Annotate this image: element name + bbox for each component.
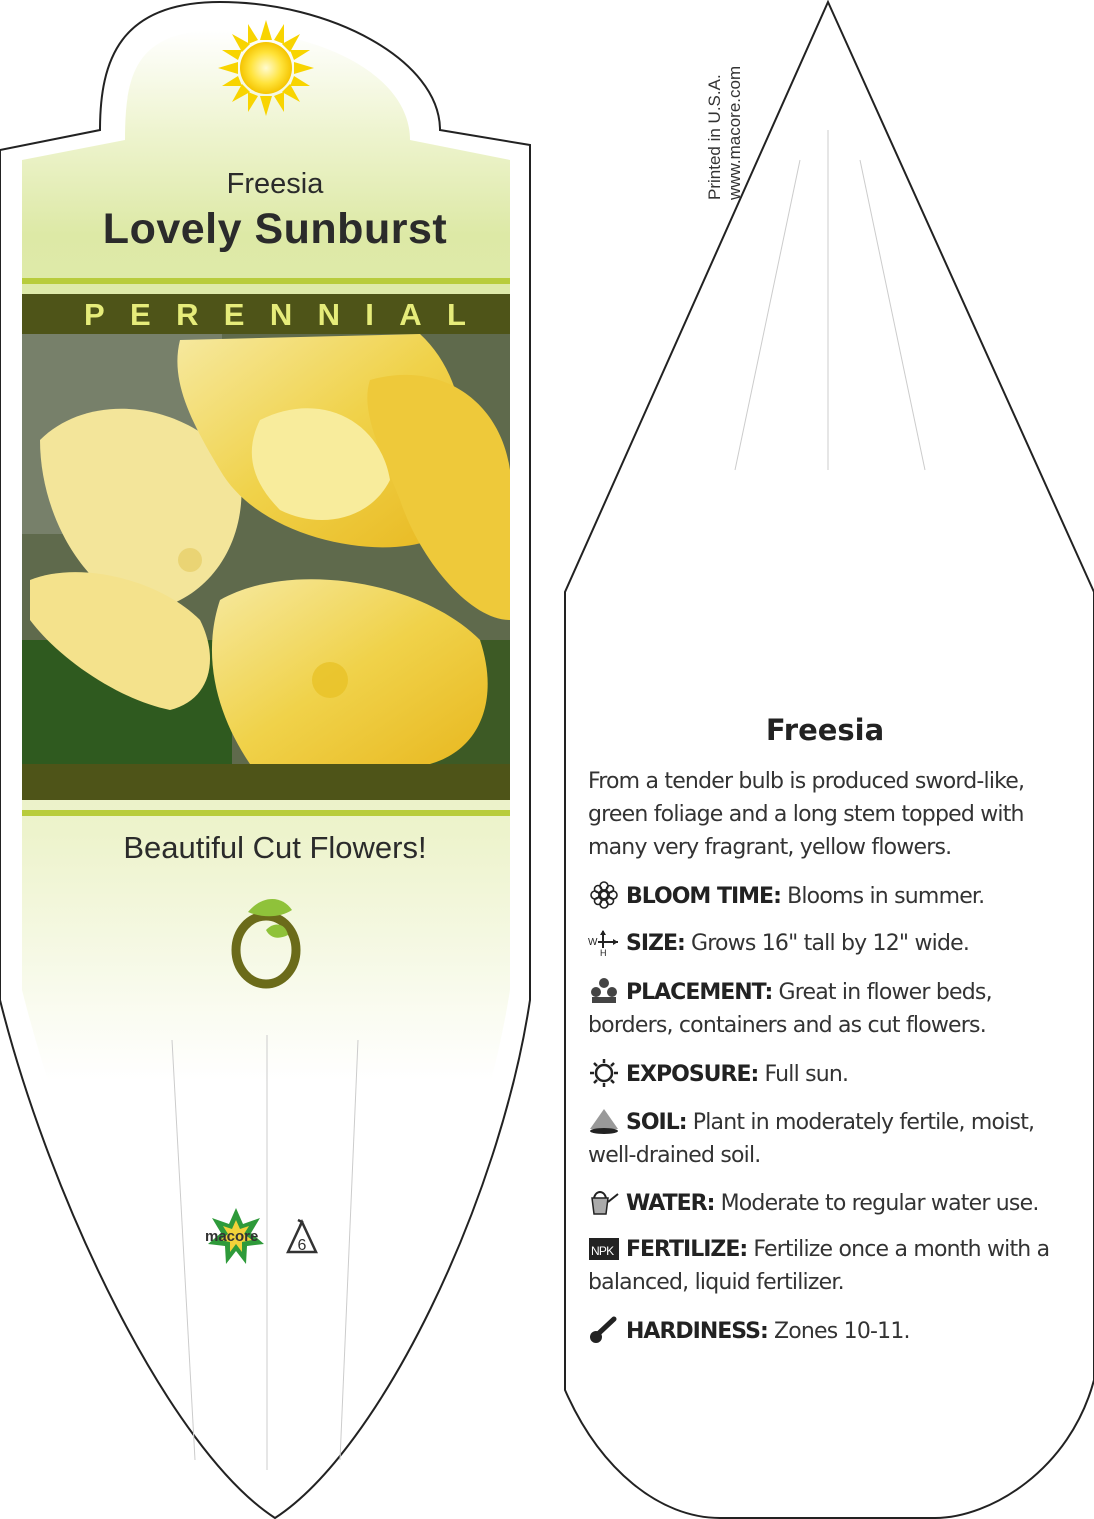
care-label: WATER: <box>626 1191 715 1216</box>
care-text: Grows 16" tall by 12" wide. <box>684 931 970 956</box>
tagline: Beautiful Cut Flowers! <box>123 830 427 865</box>
flower-photo <box>22 334 510 764</box>
care-label: SIZE: <box>626 931 685 956</box>
care-label: BLOOM TIME: <box>626 884 781 909</box>
size-icon <box>588 928 620 956</box>
svg-text:H: H <box>600 948 606 956</box>
care-text: Blooms in summer. <box>780 884 985 909</box>
care-text: Great in flower beds, borders, containers and as cut flowers. <box>588 980 992 1038</box>
care-row-placement <box>588 976 1058 1042</box>
printed-info <box>705 0 745 200</box>
care-label: EXPOSURE: <box>626 1062 759 1087</box>
soil-icon <box>588 1107 620 1135</box>
sun-icon <box>218 20 314 116</box>
svg-text:NPK: NPK <box>591 1244 614 1258</box>
svg-text:W: W <box>588 937 597 948</box>
care-label: FERTILIZE: <box>626 1237 748 1262</box>
care-text: Zones 10-11. <box>767 1319 910 1344</box>
care-text: Moderate to regular water use. <box>714 1191 1039 1216</box>
placement-icon <box>588 977 620 1005</box>
bloom-icon <box>588 881 620 909</box>
care-text: Fertilize once a month with a balanced, liquid fertilizer. <box>588 1237 1050 1295</box>
care-text: Full sun. <box>758 1062 849 1087</box>
care-text: Plant in moderately fertile, moist, well-drained soil. <box>588 1110 1035 1168</box>
variety-name: Lovely Sunburst <box>102 205 448 253</box>
care-label: HARDINESS: <box>626 1319 768 1344</box>
common-name: Freesia <box>226 168 324 200</box>
care-row-bloom-time <box>588 880 1058 913</box>
water-icon <box>588 1188 620 1216</box>
care-row-water <box>588 1187 1058 1220</box>
photo-bottom-band <box>22 764 510 800</box>
plant-type-band <box>22 294 510 334</box>
printed-in: Printed in U.S.A. <box>705 74 724 200</box>
care-label: SOIL: <box>626 1110 687 1135</box>
svg-text:6: 6 <box>297 1237 307 1254</box>
description: From a tender bulb is produced sword-like, green foliage and a long stem topped with many very fragrant, yellow flowers. <box>588 769 1025 860</box>
care-row-size <box>588 927 1058 960</box>
care-row-exposure <box>588 1058 1058 1091</box>
care-row-soil <box>588 1106 1058 1172</box>
website: www.macore.com <box>725 65 744 200</box>
care-label: PLACEMENT: <box>626 980 773 1005</box>
exposure-icon <box>588 1059 620 1087</box>
back-title: Freesia <box>765 713 885 747</box>
brand-name: macore <box>205 1228 259 1245</box>
plant-type-label: P E R E N N I A L <box>84 297 466 332</box>
fertilize-icon <box>588 1234 620 1262</box>
hardiness-icon <box>588 1316 620 1344</box>
care-row-hardiness <box>588 1315 1058 1348</box>
care-row-fertilize <box>588 1233 1058 1299</box>
